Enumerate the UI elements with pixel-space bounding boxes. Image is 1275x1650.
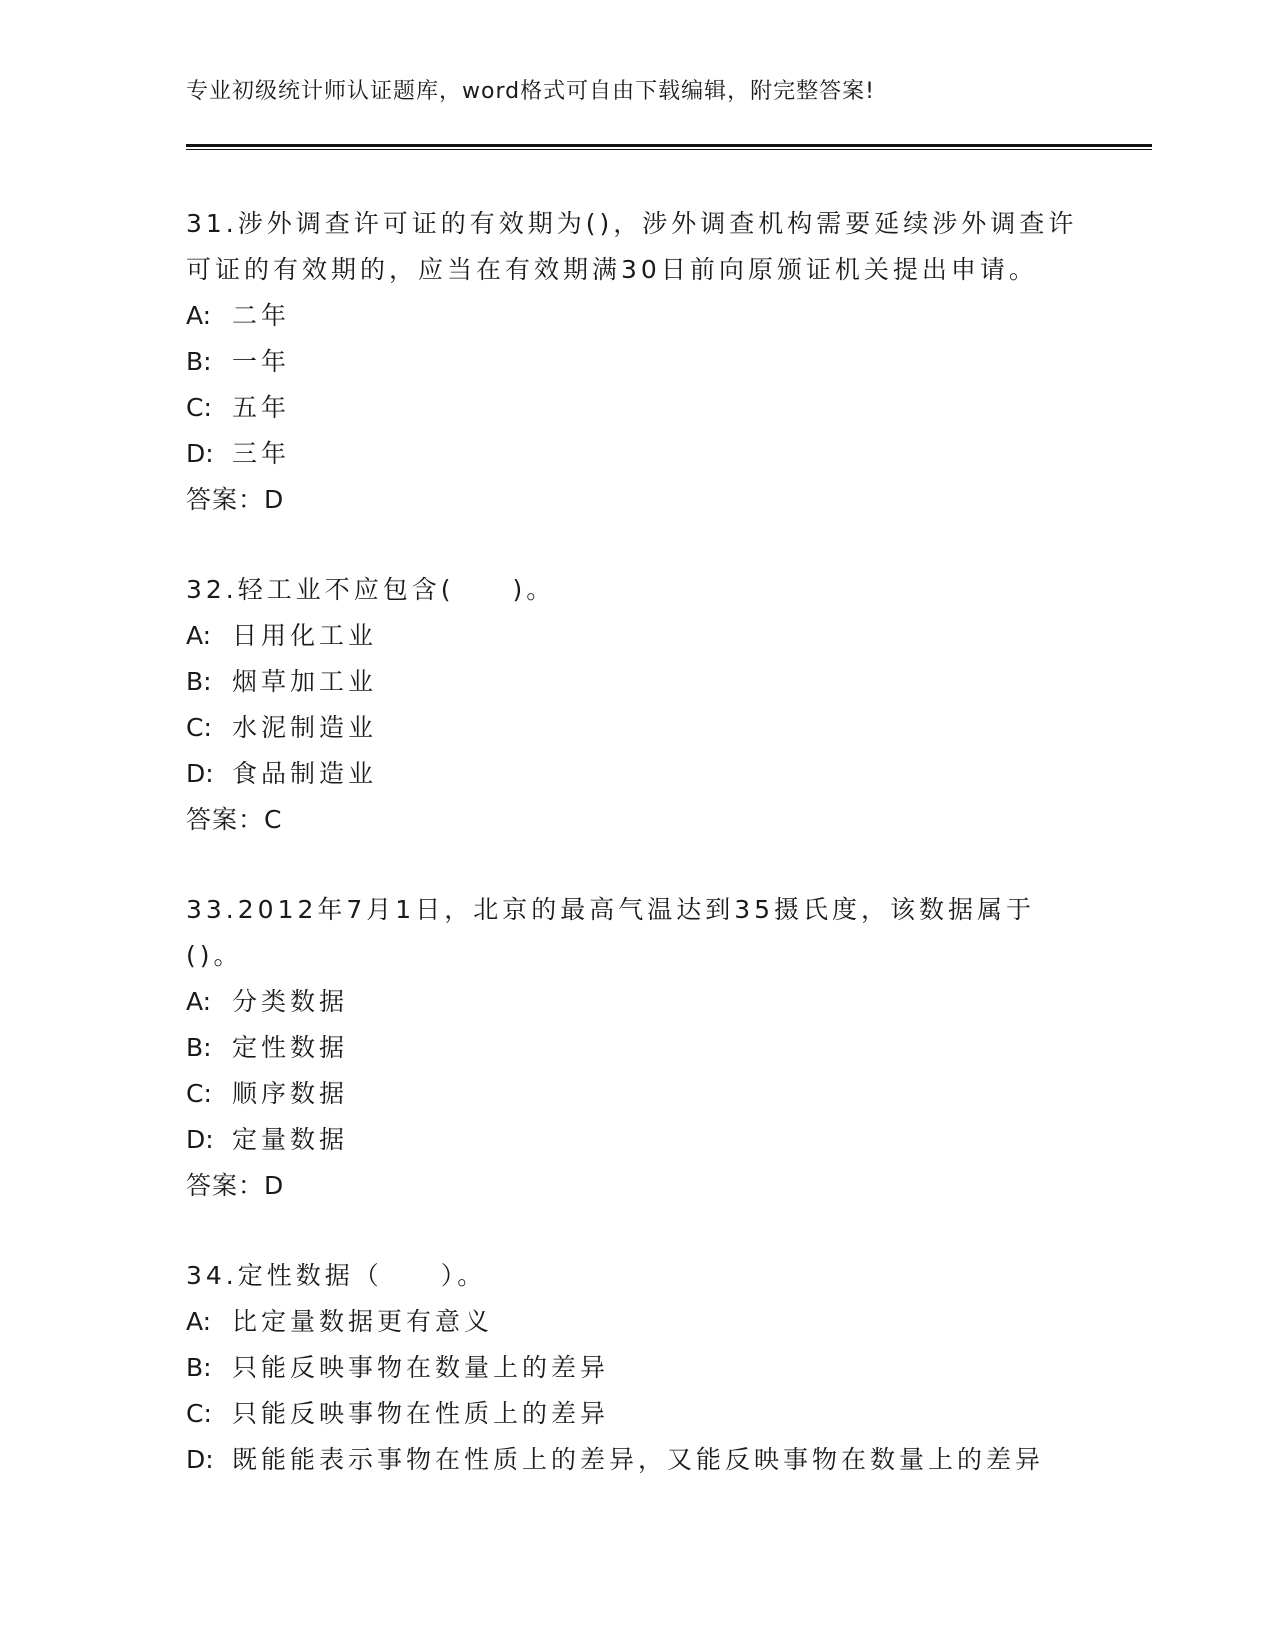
option-text: 顺序数据 bbox=[232, 1079, 349, 1108]
option-text: 只能反映事物在性质上的差异 bbox=[232, 1399, 610, 1428]
header-divider-thick bbox=[186, 144, 1152, 147]
header-divider bbox=[186, 144, 1152, 150]
question-stem: 31.涉外调查许可证的有效期为()，涉外调查机构需要延续涉外调查许可证的有效期的，应当在有效期满30日前向原颁证机关提出申请。 bbox=[186, 209, 1078, 284]
option-text: 定性数据 bbox=[232, 1033, 349, 1062]
question-stem: 32.轻工业不应包含( )。 bbox=[186, 575, 556, 604]
option-text: 定量数据 bbox=[232, 1125, 349, 1154]
option-letter: B: bbox=[186, 667, 212, 696]
option-text: 比定量数据更有意义 bbox=[232, 1307, 494, 1336]
option-letter: C: bbox=[186, 1079, 212, 1108]
option-b bbox=[186, 1345, 1086, 1391]
option-letter: C: bbox=[186, 1399, 212, 1428]
option-letter: A: bbox=[186, 1307, 212, 1336]
option-d bbox=[186, 751, 1086, 797]
question-list bbox=[186, 201, 1086, 1527]
option-text: 既能能表示事物在性质上的差异，又能反映事物在数量上的差异 bbox=[232, 1445, 1045, 1474]
option-letter: C: bbox=[186, 713, 212, 742]
question-31 bbox=[186, 201, 1086, 523]
option-b bbox=[186, 339, 1086, 385]
option-c bbox=[186, 705, 1086, 751]
option-letter: A: bbox=[186, 621, 212, 650]
option-letter: D: bbox=[186, 1125, 214, 1154]
option-text: 水泥制造业 bbox=[232, 713, 378, 742]
option-a bbox=[186, 293, 1086, 339]
option-text: 二年 bbox=[232, 301, 291, 330]
question-32 bbox=[186, 567, 1086, 843]
option-text: 食品制造业 bbox=[232, 759, 378, 788]
page-header: 专业初级统计师认证题库，word格式可自由下载编辑，附完整答案! bbox=[186, 79, 875, 104]
option-letter: A: bbox=[186, 987, 212, 1016]
option-letter: D: bbox=[186, 759, 214, 788]
option-text: 日用化工业 bbox=[232, 621, 378, 650]
option-a bbox=[186, 979, 1086, 1025]
option-c bbox=[186, 1391, 1086, 1437]
option-a bbox=[186, 1299, 1086, 1345]
answer-text: 答案：D bbox=[186, 1171, 285, 1200]
option-letter: A: bbox=[186, 301, 212, 330]
option-letter: D: bbox=[186, 1445, 214, 1474]
option-c bbox=[186, 385, 1086, 431]
question-33 bbox=[186, 887, 1086, 1209]
option-letter: B: bbox=[186, 347, 212, 376]
option-text: 三年 bbox=[232, 439, 291, 468]
option-text: 分类数据 bbox=[232, 987, 349, 1016]
option-d bbox=[186, 1437, 1086, 1483]
option-a bbox=[186, 613, 1086, 659]
option-letter: D: bbox=[186, 439, 214, 468]
answer-text: 答案：D bbox=[186, 485, 285, 514]
option-text: 五年 bbox=[232, 393, 291, 422]
option-text: 只能反映事物在数量上的差异 bbox=[232, 1353, 610, 1382]
question-stem: 33.2012年7月1日，北京的最高气温达到35摄氏度，该数据属于()。 bbox=[186, 895, 1036, 970]
question-34 bbox=[186, 1253, 1086, 1483]
option-text: 一年 bbox=[232, 347, 291, 376]
option-letter: B: bbox=[186, 1033, 212, 1062]
option-letter: C: bbox=[186, 393, 212, 422]
option-b bbox=[186, 1025, 1086, 1071]
option-letter: B: bbox=[186, 1353, 212, 1382]
header-divider-thin bbox=[186, 149, 1152, 150]
option-d bbox=[186, 431, 1086, 477]
answer-text: 答案：C bbox=[186, 805, 283, 834]
option-c bbox=[186, 1071, 1086, 1117]
option-d bbox=[186, 1117, 1086, 1163]
option-text: 烟草加工业 bbox=[232, 667, 378, 696]
question-stem: 34.定性数据（ ）。 bbox=[186, 1261, 487, 1290]
option-b bbox=[186, 659, 1086, 705]
